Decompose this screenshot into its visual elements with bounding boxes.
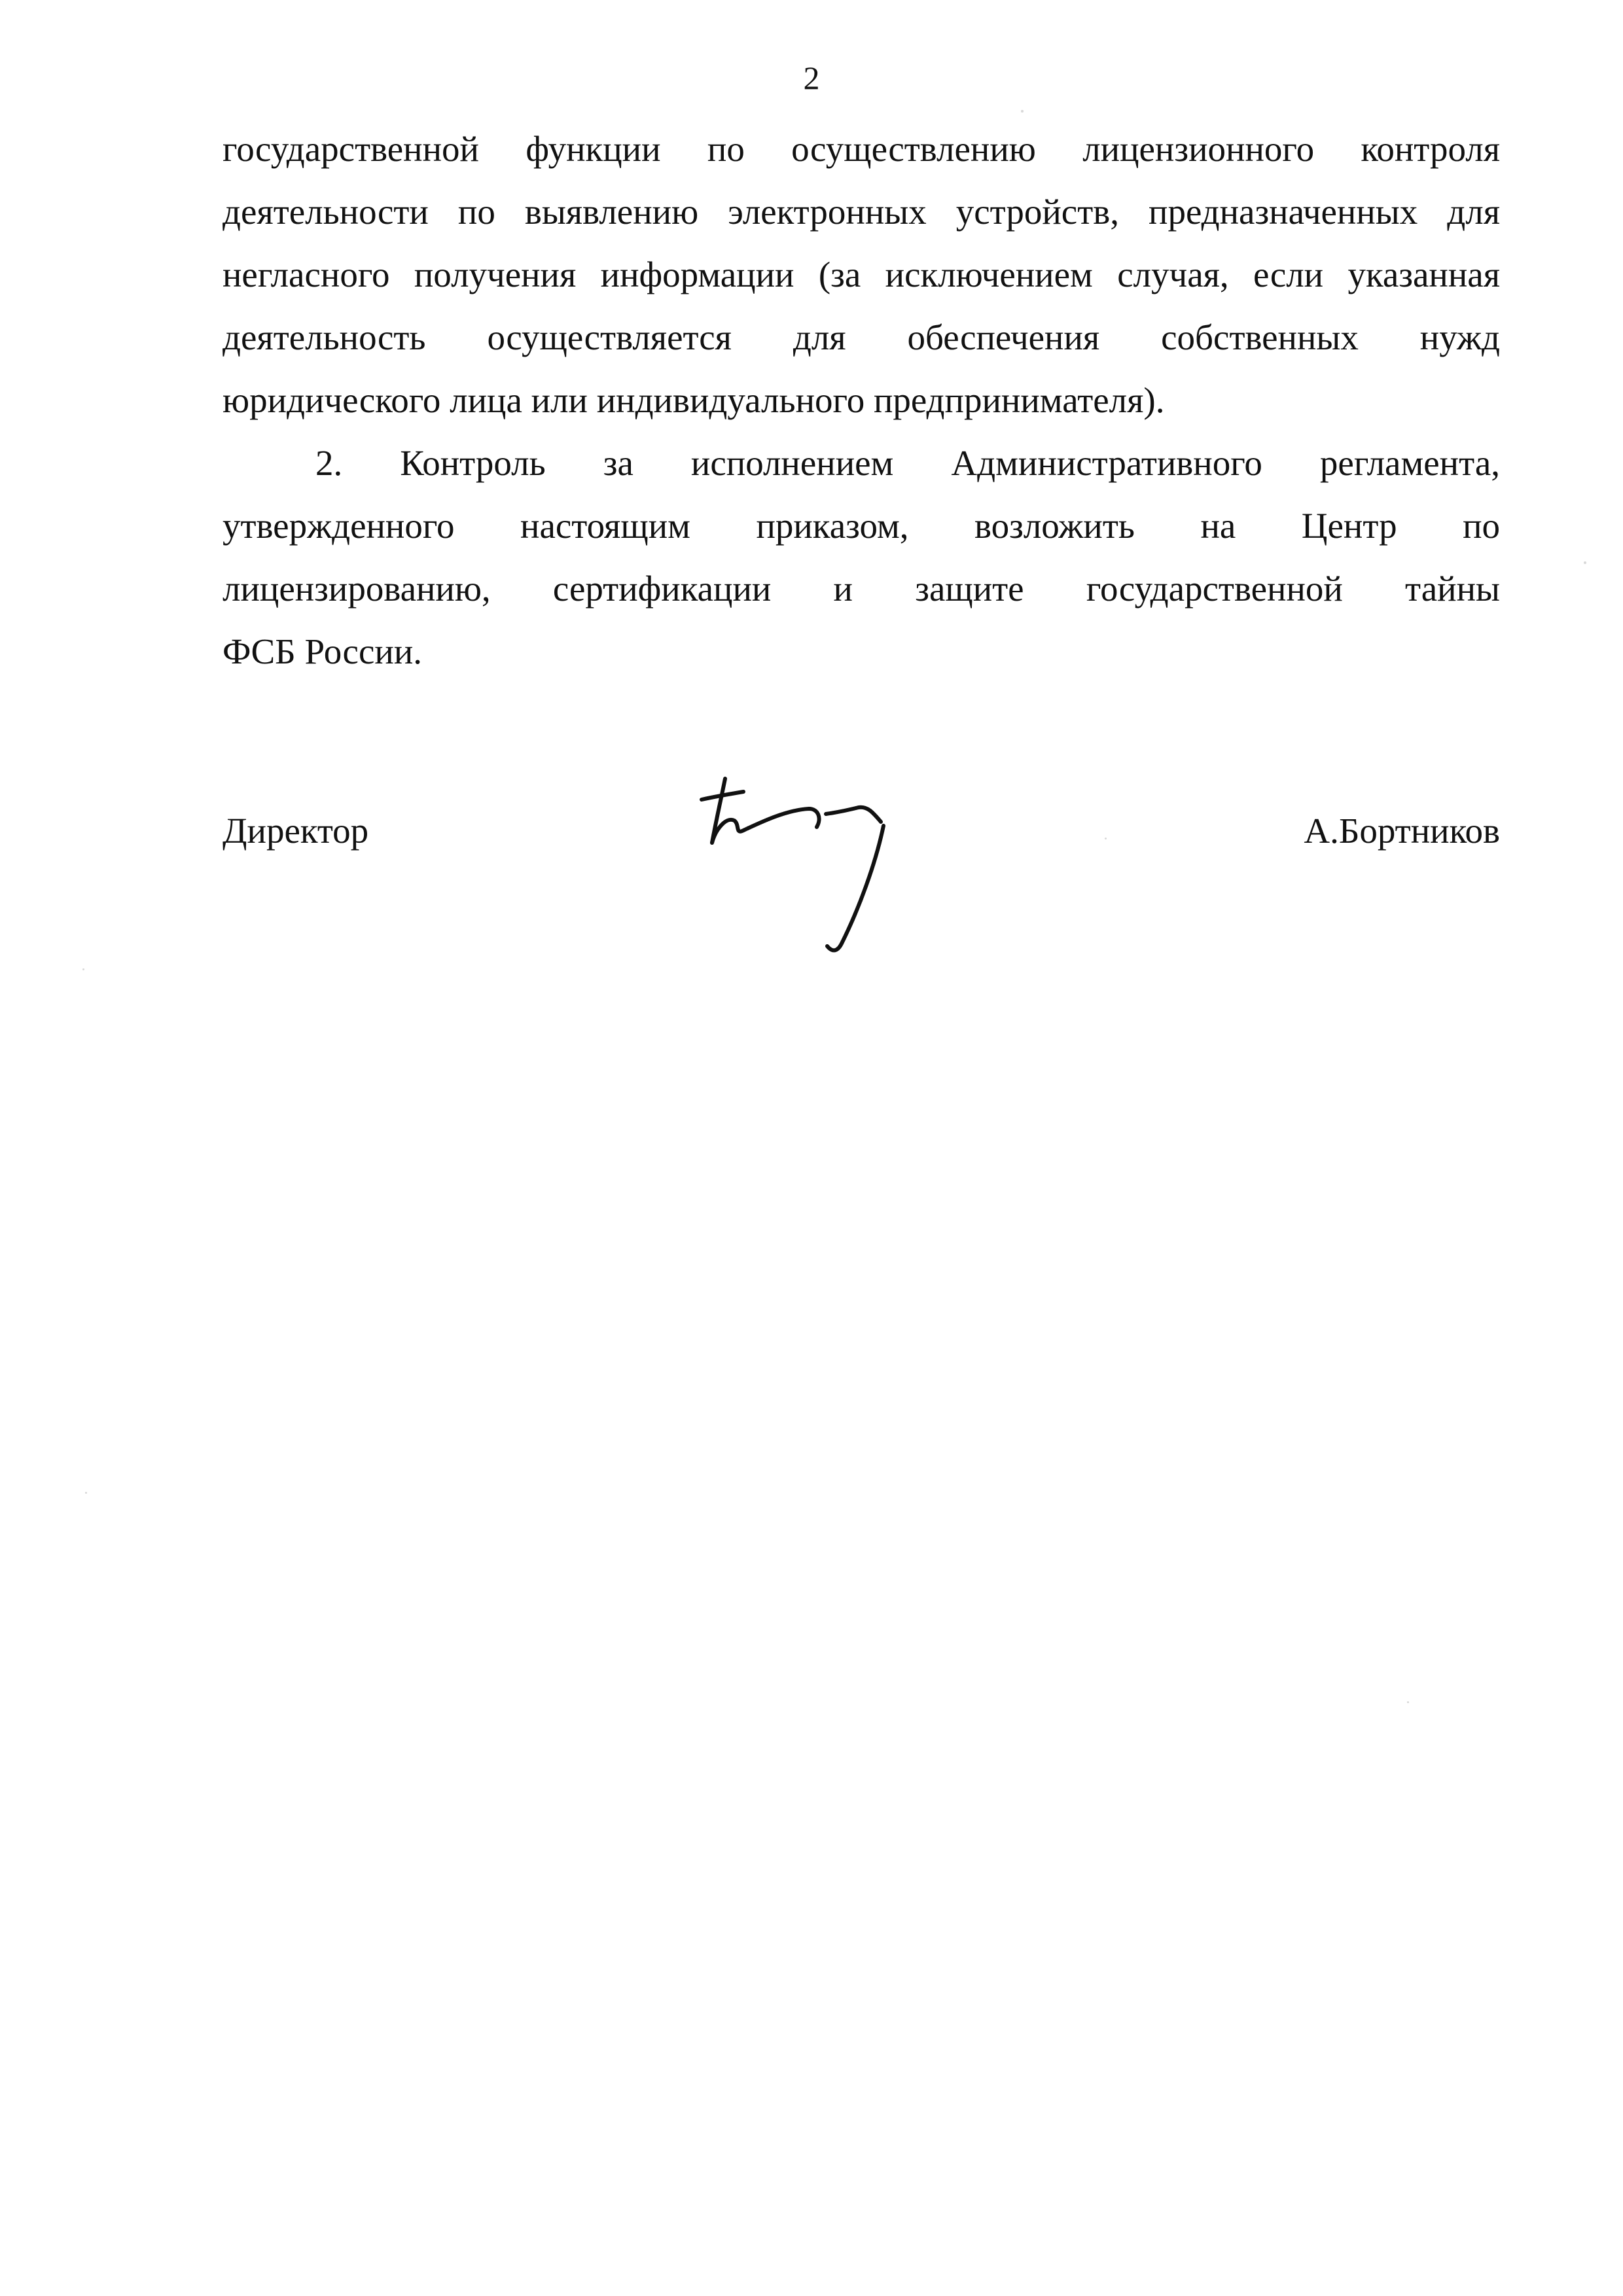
text-line: лицензированию, сертификации и защите государственной тайны	[223, 569, 1500, 609]
document-body	[223, 118, 1500, 683]
text-line: негласного получения информации (за исключением случая, если указанная	[223, 255, 1500, 294]
scan-speck	[1407, 1701, 1409, 1703]
signatory-name: А.Бортников	[1304, 811, 1500, 851]
scan-speck	[85, 1492, 87, 1494]
paragraph-1	[223, 118, 1500, 432]
scan-speck	[82, 968, 84, 970]
text-line: деятельность осуществляется для обеспечения собственных нужд	[223, 317, 1500, 357]
text-line: деятельности по выявлению электронных устройств, предназначенных для	[223, 192, 1500, 232]
handwritten-signature-icon	[687, 766, 910, 962]
text-line: ФСБ России.	[223, 631, 422, 671]
scan-speck	[1584, 561, 1586, 564]
text-line: государственной функции по осуществлению лицензионного контроля	[223, 129, 1500, 169]
paragraph-2	[223, 432, 1500, 683]
page-number: 2	[803, 60, 820, 96]
scan-speck	[1105, 838, 1107, 839]
signatory-title: Директор	[223, 811, 369, 851]
scan-speck	[1021, 110, 1024, 113]
text-line: 2. Контроль за исполнением Административного регламента,	[315, 443, 1500, 483]
text-line: утвержденного настоящим приказом, возложить на Центр по	[223, 506, 1500, 546]
text-line: юридического лица или индивидуального предпринимателя).	[223, 380, 1165, 420]
